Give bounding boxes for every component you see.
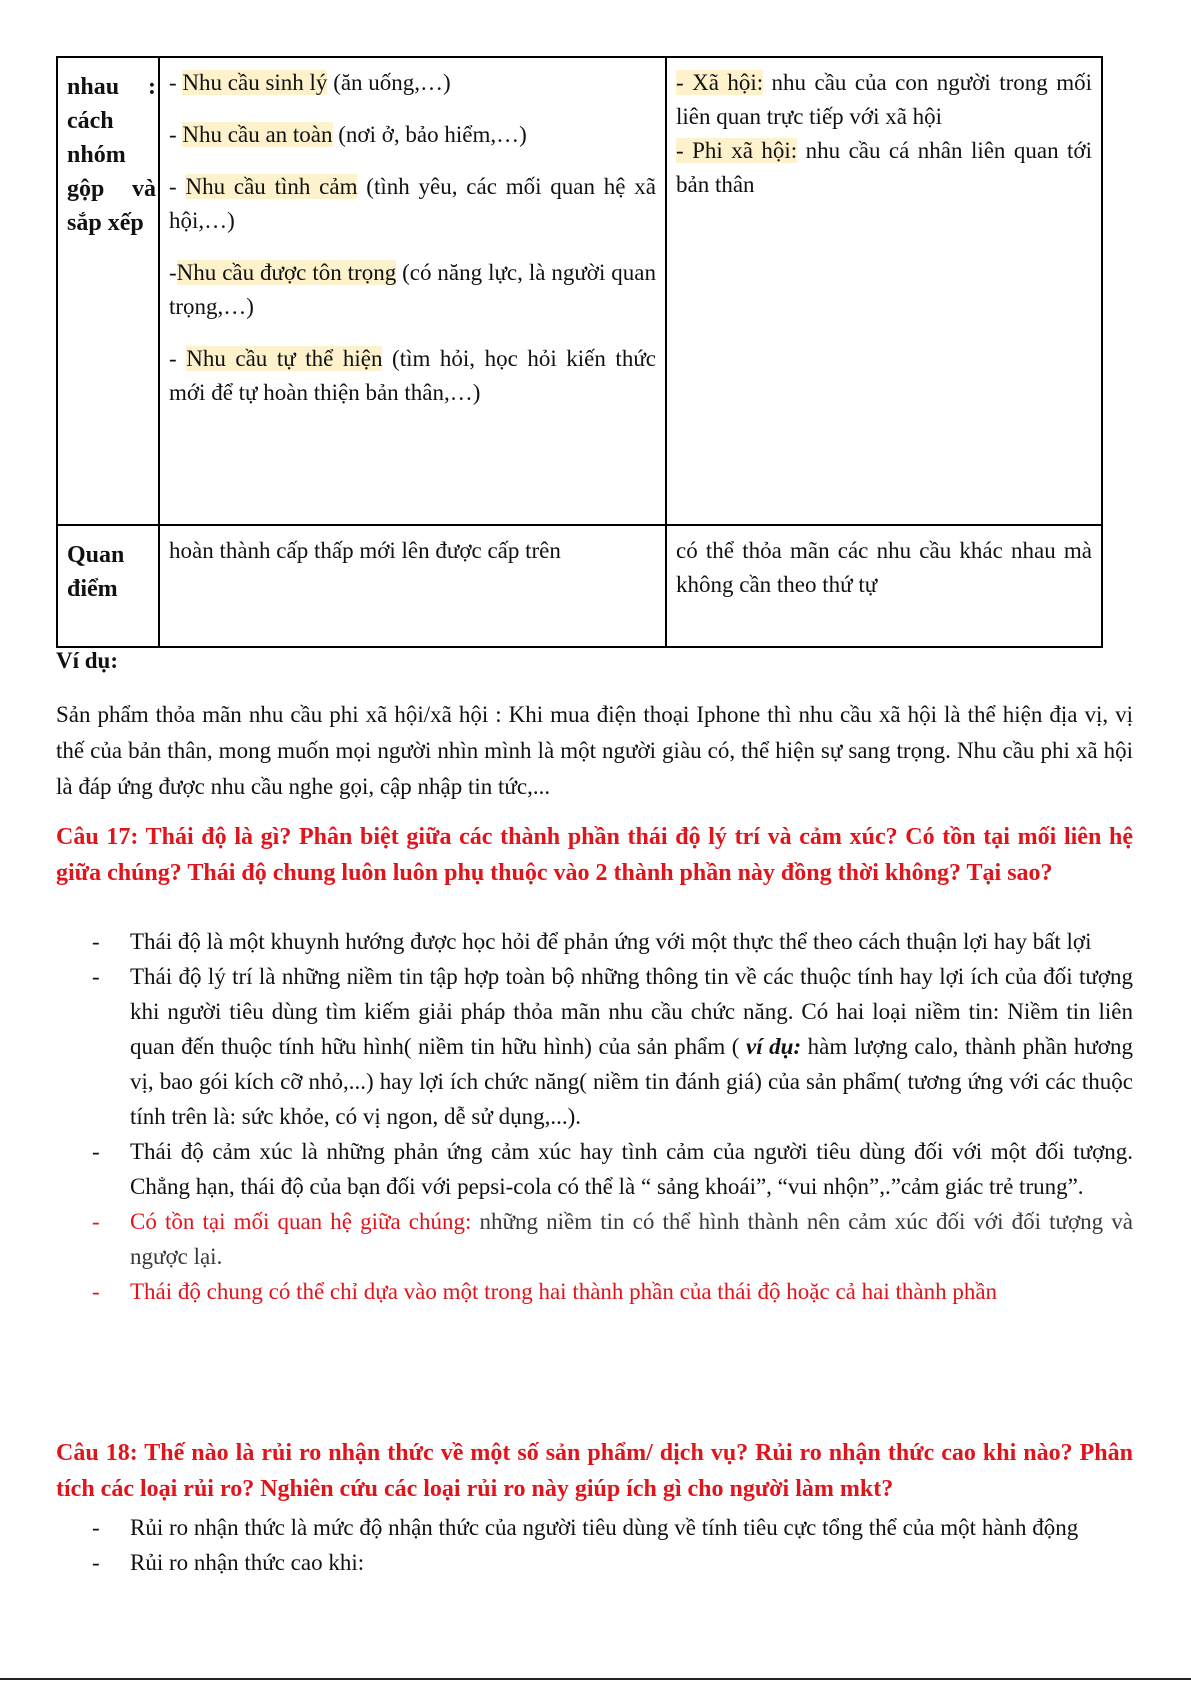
question-17-answers bbox=[90, 924, 1133, 1309]
list-item: - Nhu cầu tình cảm (tình yêu, các mối quan hệ xã hội,…) bbox=[169, 174, 656, 233]
table-row bbox=[57, 525, 1102, 647]
murray-cell: có thể thỏa mãn các nhu cầu khác nhau mà không cần theo thứ tự bbox=[666, 525, 1102, 647]
question-18-heading: Câu 18: Thế nào là rủi ro nhận thức về một số sản phẩm/ dịch vụ? Rủi ro nhận thức cao khi nào? Phân tích các loại rủi ro? Nghiên cứu các loại rủi ro này giúp ích gì cho người làm mkt? bbox=[56, 1440, 1133, 1502]
maslow-cell: hoàn thành cấp thấp mới lên được cấp trên bbox=[159, 525, 666, 647]
list-item: - Thái độ là một khuynh hướng được học hỏi để phản ứng với một thực thể theo cách thuận lợi hay bất lợi bbox=[90, 924, 1133, 959]
list-item: - Rủi ro nhận thức cao khi: bbox=[90, 1545, 1133, 1580]
example-paragraph: Sản phẩm thỏa mãn nhu cầu phi xã hội/xã hội : Khi mua điện thoại Iphone thì nhu cầu xã hội là thể hiện địa vị, vị thế của bản thân, mong muốn mọi người nhìn mình là một người giàu có, thể hiện sự sang trọng. Nhu cầu phi xã hội là đáp ứng được nhu cầu nghe gọi, cập nhập tin tức,... bbox=[56, 702, 1133, 799]
list-item: - Thái độ chung có thể chỉ dựa vào một trong hai thành phần của thái độ hoặc cả hai thành phần bbox=[90, 1274, 1133, 1309]
list-item: - Nhu cầu sinh lý (ăn uống,…) bbox=[169, 70, 451, 95]
row-label: nhau : cách nhóm gộp và sắp xếp bbox=[57, 57, 159, 525]
question-17-heading: Câu 17: Thái độ là gì? Phân biệt giữa các thành phần thái độ lý trí và cảm xúc? Có tồn tại mối liên hệ giữa chúng? Thái độ chung luôn luôn phụ thuộc vào 2 thành phần này đồng thời không? Tại sao? bbox=[56, 824, 1133, 886]
murray-cell bbox=[666, 57, 1102, 525]
list-item: - Xã hội: nhu cầu của con người trong mối liên quan trực tiếp với xã hội bbox=[676, 70, 1093, 129]
comparison-table bbox=[56, 56, 1103, 648]
list-item: - Rủi ro nhận thức là mức độ nhận thức của người tiêu dùng về tính tiêu cực tổng thể của một hành động bbox=[90, 1510, 1133, 1545]
page-divider bbox=[0, 1678, 1191, 1680]
list-item: - Thái độ lý trí là những niềm tin tập hợp toàn bộ những thông tin về các thuộc tính hay lợi ích của đối tượng khi người tiêu dùng tìm kiếm giải pháp thỏa mãn nhu cầu chức năng. Có hai loại niềm tin: Niềm tin liên quan đến thuộc tính hữu hình( niềm tin hữu hình) của sản phẩm ( ví dụ: hàm lượng calo, thành phần hương vị, bao gói kích cỡ nhỏ,...) hay lợi ích chức năng( niềm tin đánh giá) của sản phẩm( tương ứng với các thuộc tính trên là: sức khỏe, có vị ngon, dễ sử dụng,...). bbox=[90, 959, 1133, 1134]
list-item: - Nhu cầu an toàn (nơi ở, bảo hiểm,…) bbox=[169, 122, 527, 147]
maslow-cell bbox=[159, 57, 666, 525]
list-item: - Thái độ cảm xúc là những phản ứng cảm xúc hay tình cảm của người tiêu dùng đối với một đối tượng. Chẳng hạn, thái độ của bạn đối với pepsi-cola có thể là “ sảng khoái”, “vui nhộn”,.”cảm giác trẻ trung”. bbox=[90, 1134, 1133, 1204]
list-item: - Nhu cầu tự thể hiện (tìm hỏi, học hỏi kiến thức mới để tự hoàn thiện bản thân,…) bbox=[169, 346, 656, 405]
table-row bbox=[57, 57, 1102, 525]
list-item: - Phi xã hội: nhu cầu cá nhân liên quan tới bản thân bbox=[676, 138, 1092, 197]
row-label: Quan điểm bbox=[57, 525, 159, 647]
example-label: Ví dụ: bbox=[56, 648, 118, 673]
list-item: -Nhu cầu được tôn trọng (có năng lực, là người quan trọng,…) bbox=[169, 260, 656, 319]
question-18-answers bbox=[90, 1510, 1133, 1580]
list-item: - Có tồn tại mối quan hệ giữa chúng: những niềm tin có thể hình thành nên cảm xúc đối với đối tượng và ngược lại. bbox=[90, 1204, 1133, 1274]
